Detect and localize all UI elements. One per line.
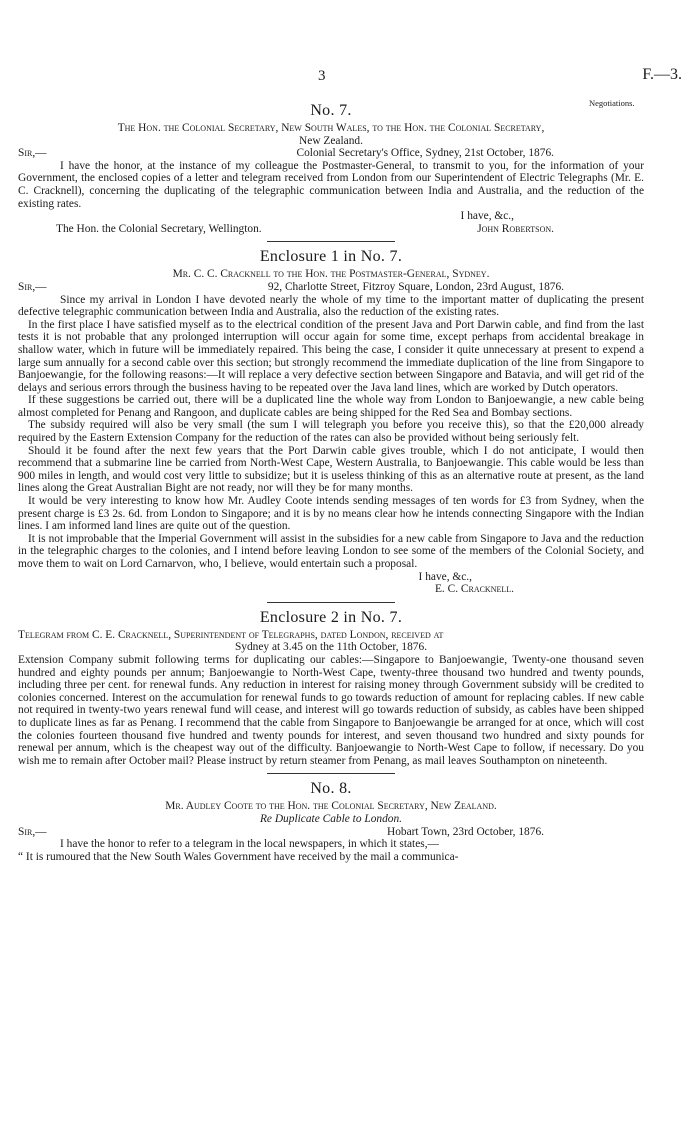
no8-salutation-row <box>18 826 644 839</box>
no8-body-line2: “ It is rumoured that the New South Wales Government have received by the mail a communica- <box>18 850 459 863</box>
enc2-header-line1: Telegram from C. E. Cracknell, Superintendent of Telegraphs, dated London, received at <box>18 628 444 641</box>
enc1-paragraph: Since my arrival in London I have devoted nearly the whole of my time to the important matter of duplicating the present defective telegraphic communication between India and Australia, also the reduction of the existing rates. <box>18 293 644 319</box>
no7-salutation-row <box>18 147 644 160</box>
no7-address-line1: The Hon. the Colonial Secretary, New South Wales, to the Hon. the Colonial Secretary, <box>117 122 545 134</box>
enc1-salutation-row <box>18 281 644 294</box>
enc1-address: Mr. C. C. Cracknell to the Hon. the Postmaster-General, Sydney. <box>172 268 490 281</box>
no8-subject: Re Duplicate Cable to London. <box>259 812 403 825</box>
no7-sign-row <box>18 223 644 236</box>
enc1-paragraph: If these suggestions be carried out, there will be a duplicated line the whole way from London to Banjoewangie, a new cable being almost completed for Penang and Rangoon, and duplicate cables are being shipped for the Red Sea and Bombay sections. <box>18 394 644 419</box>
enc1-paragraph: Should it be found after the next few years that the Port Darwin cable gives trouble, which I do not anticipate, I would then recommend that a submarine line be carried from North-West Cape, Western Australia, to Banjoewangie. This cable would be less than 900 miles in length, and would cost very little to subsidize; but it is useless thinking of this as an alternative route at present, as the land lines along the Great Australian Bight are not ready, nor will they be for many months. <box>18 444 644 495</box>
no7-place-date: Colonial Secretary's Office, Sydney, 21st October, 1876. <box>296 147 554 160</box>
document-body <box>18 100 644 863</box>
no8-place-date: Hobart Town, 23rd October, 1876. <box>386 825 544 838</box>
no7-body: I have the honor, at the instance of my colleague the Postmaster-General, to transmit to you, for the information of your Government, the enclosed copies of a letter and telegram received from London from our Superintendent of Electric Telegraphs (Mr. E. C. Cracknell), concerning the duplicating of the telegraphic communication between India and Australia, and the reduction of the existing rates. <box>18 159 644 210</box>
enc1-place-date: 92, Charlotte Street, Fitzroy Square, London, 23rd August, 1876. <box>267 280 564 293</box>
no8-body-line1: I have the honor to refer to a telegram in the local newspapers, in which it states,— <box>60 838 439 851</box>
enc1-heading: Enclosure 1 in No. 7. <box>259 248 403 266</box>
no7-heading: No. 7. <box>310 102 352 119</box>
no7-closing: I have, &c., <box>460 210 514 223</box>
no7-address-line2: New Zealand. <box>299 134 363 147</box>
enc2-header-line2: Sydney at 3.45 on the 11th October, 1876. <box>234 641 428 654</box>
enc1-closing: I have, &c., <box>418 570 472 583</box>
divider <box>267 241 395 242</box>
enc1-paragraph: In the first place I have satisfied myself as to the electrical condition of the present Java and Port Darwin cable, and find from the last tests it is not probable that any prolonged interruption will occur again for some time, except perhaps from accidental breakage in shallow water, which in future will be immediately repaired. This being the case, I consider it quite unnecessary at present to expend a large sum annually for a second cable over this section; but strongly recommend the immediate duplication of the line from Singapore to Banjoewangie, for the following reasons:—It will replace a very defective section between Singapore and Batavia, and will get rid of the delays and serious errors through the business having to be repeated over the Java land lines, which are worked by Dutch operators. <box>18 318 644 394</box>
margin-note: Negotiations. <box>589 98 635 108</box>
enc2-body: Extension Company submit following terms for duplicating our cables:—Singapore to Banjoewangie, Twenty-one thousand seven hundred and eighty pounds per annum; Banjoewangie to North-West Cape, twenty-three thousand two hundred and twenty pounds, including three per cent. for renewal funds. Any reduction in interest for raising money through Government subsidy will be credited to colonies concerned. Interest on the accumulation for renewal funds to go towards reduction of amount for replacing cables. If new cable not required in twenty-two years renewal fund will cease, and interest will go towards reduction of subsidy, as cables have been shipped to duplicate lines as far as Penang. I recommend that the cable from Singapore to Banjoewangie be arranged for at once, which will cost the colonies fourteen thousand five hundred and twenty pounds for interest, and seven thousand two hundred and sixty pounds for renewal per annum, which is the cheapest way out of the difficulty. Banjoewangie to North-West Cape to follow, if necessary. Do you wish me to remain after October mail? Please instruct by return steamer from Penang, as mail leaves Southampton on nineteenth. <box>18 653 644 767</box>
no8-heading: No. 8. <box>310 780 352 798</box>
no7-addressee: The Hon. the Colonial Secretary, Wellington. <box>56 222 262 235</box>
enc1-paragraph: It would be very interesting to know how Mr. Audley Coote intends sending messages of ten words for £3 from Sydney, when the present charge is £3 2s. 6d. from London to Singapore; and it is by no means clear how he intends connecting Singapore with the Indian lines. I am informed land lines are quite out of the question. <box>18 495 644 533</box>
enc1-paragraph: It is not improbable that the Imperial Government will assist in the subsidies for a new cable from Singapore to Java and the reduction in the telegraphic charges to the colonies, and I intend before leaving London to see some of the members of the Colonial Society, and move them to wait on Lord Carnarvon, who, I believe, would entertain such a proposal. <box>18 532 644 570</box>
divider <box>267 773 395 774</box>
enc1-paragraph: The subsidy required will also be very small (the sum I will telegraph you before you receive this), so that the £20,000 already required by the Eastern Extension Company for the reduction of the rates can also be provided without being seriously felt. <box>18 419 644 445</box>
page-number: 3 <box>318 68 326 84</box>
no7-salutation: Sir,— <box>18 147 47 160</box>
enc1-salutation: Sir,— <box>18 280 47 293</box>
enc2-heading: Enclosure 2 in No. 7. <box>259 608 403 626</box>
no8-address: Mr. Audley Coote to the Hon. the Colonial Secretary, New Zealand. <box>165 800 497 813</box>
no7-signature: John Robertson. <box>477 222 554 235</box>
enc1-signature: E. C. Cracknell. <box>434 583 514 596</box>
page-reference: F.—3. <box>642 66 682 83</box>
no8-salutation: Sir,— <box>18 825 47 838</box>
divider <box>267 602 395 603</box>
